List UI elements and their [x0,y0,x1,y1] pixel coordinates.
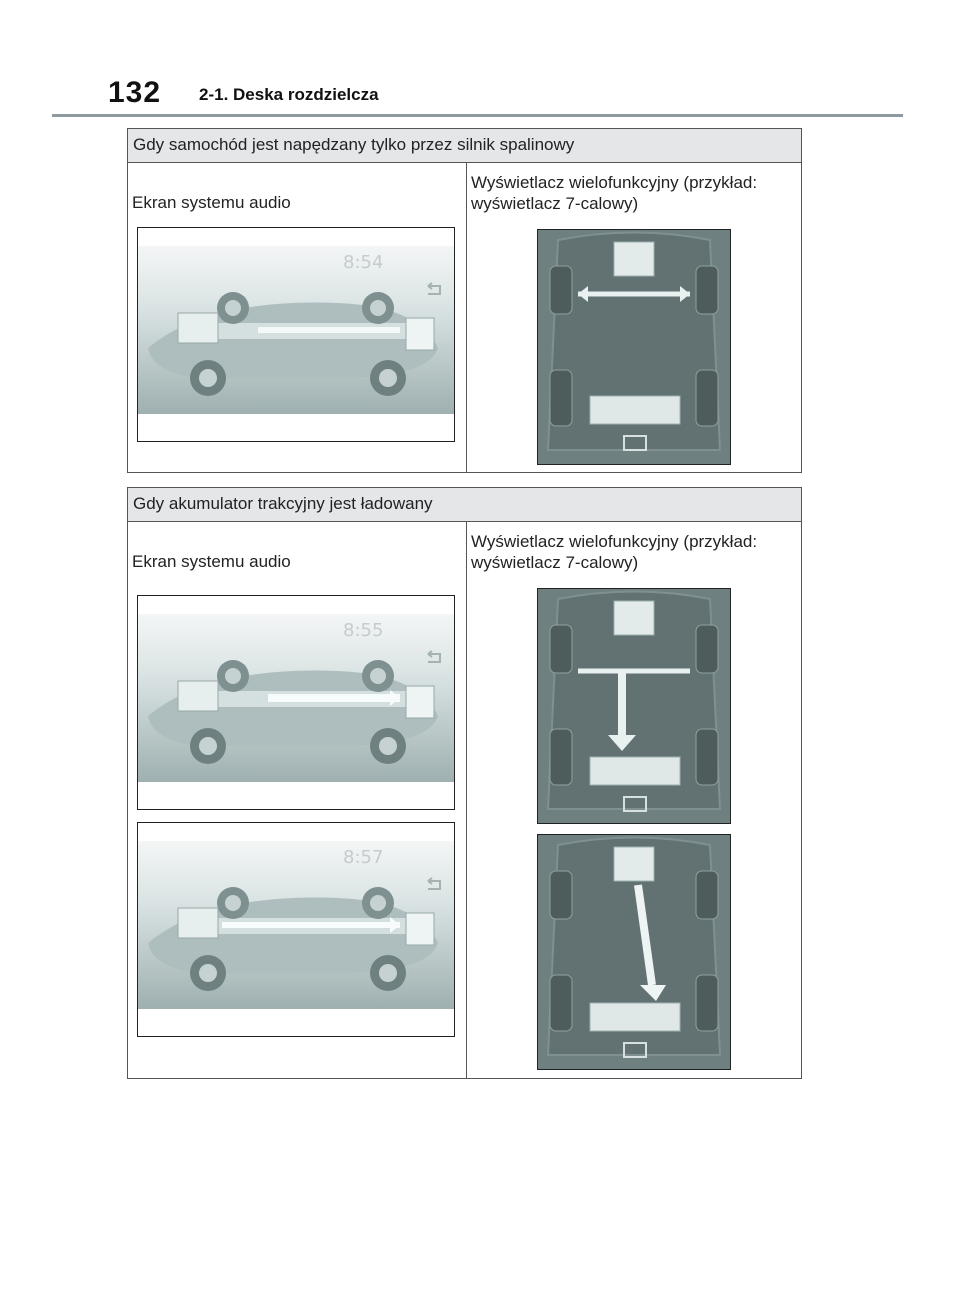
mfd-label-line2: wyświetlacz 7-calowy) [471,194,639,213]
header-rule [52,114,903,117]
mfd-energy-flow-image [538,230,730,464]
section-title: 2-1. Deska rozdzielcza [199,85,379,104]
audio-label: Ekran systemu audio [132,193,291,212]
mfd-screen [537,588,731,824]
mfd-label-line1: Wyświetlacz wielofunkcyjny (przykład: [471,532,758,551]
clock-text: 8:57 [343,847,384,868]
clock-text: 8:54 [343,252,384,273]
mfd-energy-flow-image [538,835,730,1069]
page-number: 132 [108,76,162,109]
audio-energy-flow-image [138,228,454,441]
table-title: Gdy samochód jest napędzany tylko przez silnik spalinowy [128,129,801,163]
audio-screen [137,595,455,810]
audio-energy-flow-image [138,823,454,1036]
audio-energy-flow-image [138,596,454,809]
mfd-label-line1: Wyświetlacz wielofunkcyjny (przykład: [471,173,758,192]
mode-table-battery-charging [127,487,802,1079]
audio-screen [137,822,455,1037]
page-header [0,0,960,120]
audio-column [128,163,467,472]
mfd-screen [537,834,731,1070]
mode-table-engine-drive [127,128,802,473]
mfd-label-line2: wyświetlacz 7-calowy) [471,553,639,572]
audio-column [128,522,467,1078]
mfd-column [467,163,801,472]
table-title: Gdy akumulator trakcyjny jest ładowany [128,488,801,522]
mfd-column [467,522,801,1078]
clock-text: 8:55 [343,620,384,641]
mfd-energy-flow-image [538,589,730,823]
mfd-screen [537,229,731,465]
audio-label: Ekran systemu audio [132,552,291,571]
audio-screen [137,227,455,442]
